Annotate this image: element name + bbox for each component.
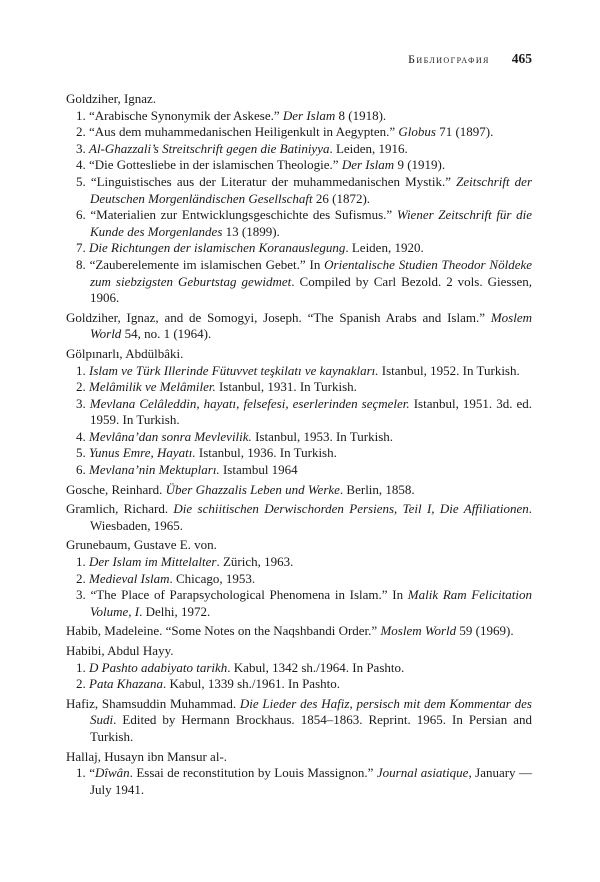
italic-title: Der Islam im Mittelalter	[89, 554, 217, 570]
bibliography-entry	[66, 501, 532, 534]
text-run: . Wiesbaden, 1965.	[90, 501, 532, 533]
text-run: 1. “Arabische Synonymik der Askese.”	[76, 107, 283, 123]
text-run: Istanbul, 1952. In Turkish.	[378, 362, 520, 378]
text-run: 4.	[76, 428, 89, 444]
italic-title: Dîwân	[94, 765, 130, 781]
italic-title: Die schiitischen Derwischorden Persiens, Teil I, Die Affiliationen	[173, 501, 529, 517]
italic-title: Über Ghazzalis Leben und Werke	[165, 481, 340, 497]
italic-title: Der Islam	[341, 157, 395, 173]
entry-work	[66, 429, 532, 446]
entry-author: Grunebaum, Gustave E. von.	[66, 537, 217, 553]
text-run: Gramlich, Richard.	[66, 501, 174, 517]
bibliography-list	[66, 91, 532, 801]
italic-title: Mevlana’nin Mektupları.	[89, 462, 220, 478]
entry-work	[66, 157, 532, 174]
italic-title: Die Lieder des Hafiz, persisch mit dem Kommentar des Sudi	[90, 695, 532, 728]
text-run: 6.	[76, 462, 89, 478]
text-run: 54, no. 1 (1964).	[121, 326, 212, 342]
entry-work	[66, 396, 532, 429]
entry-author: Goldziher, Ignaz.	[66, 91, 157, 106]
text-run: 1.	[76, 659, 89, 675]
italic-title: Al-Ghazzali’s Streitschrift gegen die Batiniyya	[89, 140, 330, 156]
text-run: . Chicago, 1953.	[169, 570, 256, 586]
text-run: 6. “Materialien zur Entwicklungsgeschichte des Sufismus.”	[76, 207, 397, 223]
text-run: 8. “Zauberelemente im islamischen Gebet.” In	[76, 256, 325, 272]
entry-work	[66, 124, 532, 141]
text-run: . Leiden, 1920.	[345, 240, 424, 256]
text-run: 26 (1872).	[312, 190, 371, 206]
text-run: Istanbul, 1931. In Turkish.	[215, 379, 357, 395]
italic-title: Pata Khazana	[89, 676, 164, 692]
italic-title: Moslem World	[90, 309, 532, 342]
entry-author	[66, 696, 532, 746]
text-run: . Berlin, 1858.	[339, 481, 415, 497]
entry-work	[66, 765, 532, 798]
text-run: 71 (1897).	[435, 124, 494, 140]
text-run: Istambul 1964	[219, 462, 298, 478]
text-run: 59 (1969).	[456, 623, 514, 639]
entry-author: Hallaj, Husayn ibn Mansur al-.	[66, 748, 228, 764]
entry-work	[66, 257, 532, 307]
bibliography-entry	[66, 749, 532, 799]
running-title: Библиография	[408, 52, 490, 66]
text-run: Istanbul, 1953. In Turkish.	[251, 428, 394, 444]
italic-title: Zeitschrift der Deutschen Morgenländischen Gesellschaft	[90, 173, 532, 206]
text-run: 3.	[76, 395, 90, 411]
italic-title: Moslem World	[380, 623, 457, 639]
text-run: 2.	[76, 379, 89, 395]
entry-work	[66, 445, 532, 462]
text-run: 13 (1899).	[222, 223, 280, 239]
text-run: 4. “Die Gottesliebe in der islamischen Theologie.”	[76, 157, 342, 173]
text-run: , January — July 1941.	[90, 765, 532, 797]
text-run: . Kabul, 1342 sh./1964. In Pashto.	[227, 659, 405, 675]
italic-title: Mevlâna’dan sonra Mevlevilik.	[89, 428, 252, 444]
text-run: Hafiz, Shamsuddin Muhammad.	[66, 695, 240, 711]
bibliography-entry	[66, 623, 532, 640]
text-run: Habib, Madeleine. “Some Notes on the Naqshbandi Order.”	[66, 623, 381, 639]
text-run: Istanbul, 1951. 3d. ed. 1959. In Turkish.	[90, 395, 533, 428]
entry-work	[66, 554, 532, 571]
text-run: . Compiled by Carl Bezold. 2 vols. Giessen, 1906.	[90, 273, 532, 306]
italic-title: Journal asiatique	[376, 765, 469, 781]
entry-work	[66, 660, 532, 677]
text-run: . Essai de reconstitution by Louis Massignon.”	[129, 765, 377, 781]
bibliography-entry	[66, 91, 532, 307]
italic-title: Orientalische Studien Theodor Nöldeke zum siebzigsten Geburtstag gewidmet	[90, 256, 532, 289]
page-number: 465	[511, 51, 532, 66]
italic-title: D Pashto adabiyato tarikh	[89, 659, 228, 675]
text-run: Goldziher, Ignaz, and de Somogyi, Joseph. “The Spanish Arabs and Islam.”	[66, 309, 491, 325]
bibliography-entry	[66, 310, 532, 343]
text-run: 8 (1918).	[335, 107, 387, 123]
text-run: Gosche, Reinhard.	[66, 481, 166, 497]
entry-work	[66, 571, 532, 588]
italic-title: Islam ve Türk Illerinde Fütuvvet teşkilatı ve kaynakları.	[89, 362, 379, 378]
entry-work	[66, 174, 532, 207]
bibliography-entry	[66, 643, 532, 693]
text-run: . Zürich, 1963.	[216, 554, 294, 570]
entry-work	[66, 462, 532, 479]
entry-author	[66, 482, 532, 499]
text-run: 9 (1919).	[394, 157, 446, 173]
text-run: 1.	[76, 362, 89, 378]
entry-work	[66, 207, 532, 240]
italic-title: Die Richtungen der islamischen Koranauslegung	[89, 240, 346, 256]
entry-author: Gölpınarlı, Abdülbâki.	[66, 345, 184, 361]
entry-work	[66, 240, 532, 257]
text-run: 3.	[76, 140, 89, 156]
text-run: 2.	[76, 570, 89, 586]
entry-work	[66, 108, 532, 125]
text-run: 2.	[76, 676, 89, 692]
text-run: . Edited by Hermann Brockhaus. 1854–1863. Reprint. 1965. In Persian and Turkish.	[90, 712, 532, 744]
text-run: . Leiden, 1916.	[329, 140, 408, 156]
text-run: 3. “The Place of Parapsychological Phenomena in Islam.” In	[76, 587, 408, 603]
text-run: 5.	[76, 445, 89, 461]
text-run: 1.	[76, 554, 89, 570]
entry-work	[66, 363, 532, 380]
italic-title: Medieval Islam	[89, 570, 170, 586]
entry-work	[66, 676, 532, 693]
entry-author: Habibi, Abdul Hayy.	[66, 643, 174, 658]
text-run: 2. “Aus dem muhammedanischen Heiligenkult in Aegypten.”	[76, 124, 399, 140]
text-run: . Delhi, 1972.	[139, 603, 211, 619]
bibliography-entry	[66, 537, 532, 620]
entry-author	[66, 501, 532, 534]
entry-work	[66, 587, 532, 620]
italic-title: Melâmilik ve Melâmiler.	[89, 379, 216, 395]
running-header	[408, 51, 532, 67]
italic-title: Mevlana Celâleddin, hayatı, felsefesi, eserlerinden seçmeler.	[89, 395, 410, 411]
entry-work	[66, 141, 532, 158]
bibliography-entry	[66, 482, 532, 499]
text-run: 5. “Linguistisches aus der Literatur der muhammedanischen Mystik.”	[76, 173, 457, 189]
italic-title: Der Islam	[282, 107, 336, 123]
italic-title: Wiener Zeitschrift für die Kunde des Morgenlandes	[90, 207, 532, 239]
text-run: 1. “	[76, 765, 95, 781]
text-run: 7.	[76, 240, 89, 256]
bibliography-entry	[66, 346, 532, 479]
entry-author	[66, 310, 532, 343]
italic-title: Globus	[398, 124, 436, 140]
text-run: Istanbul, 1936. In Turkish.	[195, 445, 337, 461]
entry-author	[66, 623, 532, 640]
bibliography-entry	[66, 696, 532, 746]
text-run: . Kabul, 1339 sh./1961. In Pashto.	[163, 676, 340, 692]
italic-title: Malik Ram Felicitation Volume, I	[90, 587, 532, 619]
italic-title: Yunus Emre, Hayatı.	[89, 445, 196, 461]
entry-work	[66, 379, 532, 396]
